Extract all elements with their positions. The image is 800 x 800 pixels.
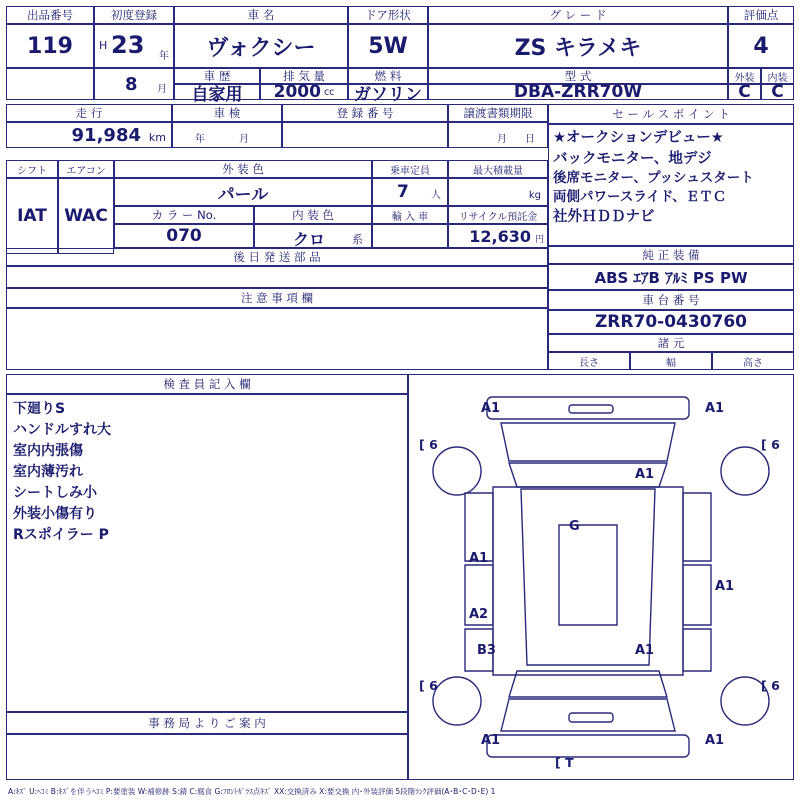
- first-reg-month-unit: 月: [157, 84, 167, 95]
- import-value-cell: [372, 224, 448, 248]
- inspector-line: ハンドルすれ大: [13, 422, 111, 438]
- door-label: ドア形状: [365, 8, 411, 22]
- lot-no-blank-cell: [6, 68, 94, 100]
- ext-color-value-cell: [114, 178, 372, 206]
- dims-width-label: 幅: [666, 357, 676, 369]
- first-reg-year-cell: [94, 24, 174, 68]
- shaken-value-cell: [172, 122, 282, 148]
- lot-no-value: 119: [27, 33, 73, 59]
- inspector-title: 検 査 員 記 入 欄: [163, 377, 251, 391]
- color-no-value-cell: [114, 224, 254, 248]
- reg-no-label-cell: [282, 104, 448, 122]
- first-reg-month-cell: [94, 68, 174, 100]
- int-color-value-cell: [254, 224, 372, 248]
- load-label-cell: [448, 160, 548, 178]
- diagram-mark-left-door-rear: A2: [469, 607, 489, 622]
- equipment-title: 純 正 装 備: [642, 248, 700, 262]
- fuel-value-cell: [348, 84, 428, 105]
- shaken-label: 車 検: [213, 106, 241, 120]
- sales-point-line: 両側パワースライド、ＥＴＣ: [553, 189, 727, 206]
- exterior-value-cell: [728, 84, 761, 100]
- score-label-cell: [728, 6, 794, 24]
- sales-point-body: [548, 124, 794, 246]
- chassis-title: 車 台 番 号: [642, 293, 700, 307]
- shift-label: シフト: [17, 165, 47, 177]
- sales-point-title: セ ー ル ス ポ イ ン ト: [612, 107, 730, 121]
- interior-value: C: [771, 82, 784, 102]
- diagram-mark-front-right-panel: A1: [705, 401, 725, 416]
- mileage-label-cell: [6, 104, 172, 122]
- recycle-label-cell: [448, 206, 548, 224]
- first-reg-era: H: [99, 39, 108, 52]
- diagram-mark-front-left-panel: A1: [481, 401, 501, 416]
- seats-value: 7: [397, 182, 409, 202]
- chassis-header: [548, 290, 794, 310]
- car-name-value-cell: [174, 24, 348, 68]
- first-reg-label-cell: [94, 6, 174, 24]
- recycle-value: 12,630: [469, 227, 531, 246]
- mileage-unit: km: [148, 131, 166, 144]
- transfer-label: 譲渡書類期限: [463, 106, 533, 120]
- diagram-mark-roof-center: G: [569, 519, 580, 534]
- diagram-mark-trunk: [ T: [555, 755, 574, 770]
- later-parts-value-cell: [6, 266, 548, 288]
- exterior-label: 外装: [734, 72, 755, 84]
- interior-label: 内装: [767, 72, 788, 84]
- fuel-value: ガソリン: [354, 84, 422, 105]
- door-label-cell: [348, 6, 428, 24]
- transfer-day-unit: 日: [525, 134, 535, 145]
- shaken-month-unit: 月: [239, 134, 249, 145]
- inspector-body: [6, 394, 408, 712]
- int-color-value: クロ: [293, 230, 326, 249]
- fuel-label: 燃 料: [374, 69, 402, 83]
- displacement-value-cell: [260, 84, 348, 100]
- ext-color-label: 外 装 色: [222, 162, 264, 176]
- color-no-label: カ ラ ー No.: [151, 208, 217, 222]
- seats-unit: 人: [431, 190, 441, 201]
- reg-no-value-cell: [282, 122, 448, 148]
- sales-point-line: バックモニター、地デジ: [553, 150, 712, 167]
- diagram-mark-rear-right-bumper: A1: [705, 733, 725, 748]
- inspector-line: 外装小傷有り: [13, 506, 97, 522]
- grade-label: グ レ ー ド: [549, 8, 607, 22]
- ac-value: WAC: [64, 206, 108, 226]
- diagram-mark-hood-right: A1: [635, 467, 655, 482]
- grade-value: ZS キラメキ: [514, 35, 642, 61]
- displacement-label: 排 気 量: [283, 69, 325, 83]
- ext-color-label-cell: [114, 160, 372, 178]
- seats-value-cell: [372, 178, 448, 206]
- car-name-label-cell: [174, 6, 348, 24]
- recycle-value-cell: [448, 224, 548, 248]
- car-name-value: ヴォクシー: [206, 35, 316, 61]
- car-outline-svg: [409, 375, 793, 779]
- score-value-cell: [728, 24, 794, 68]
- model-code-value: DBA-ZRR70W: [513, 82, 643, 102]
- score-label: 評価点: [743, 8, 779, 22]
- shift-value-cell: [6, 178, 58, 254]
- model-code-value-cell: [428, 84, 728, 100]
- int-color-suffix: 系: [352, 233, 363, 246]
- inspector-line: Rスポイラー P: [13, 527, 109, 543]
- later-parts-label: 後 日 発 送 部 品: [233, 250, 321, 264]
- inspector-line: 下廻りS: [13, 401, 66, 417]
- diagram-mark-left-door-front: A1: [469, 551, 489, 566]
- inspector-line: 室内薄汚れ: [13, 464, 83, 480]
- shaken-label-cell: [172, 104, 282, 122]
- score-value: 4: [753, 33, 769, 59]
- ext-color-value: パール: [217, 184, 269, 205]
- sales-point-line: 後席モニター、プッシュスタート: [553, 170, 754, 187]
- car-diagram-panel: [408, 374, 794, 780]
- equipment-header: [548, 246, 794, 264]
- office-body: [6, 734, 408, 780]
- sales-point-line: 社外ＨＤＤナビ: [553, 209, 655, 226]
- load-unit: kg: [528, 190, 541, 201]
- legend-text: A:ｷｽﾞ U:ﾍｺﾐ B:ｷｽﾞを伴うﾍｺﾐ P:要塗装 W:補修跡 S:錆 C:腐食 G:ﾌﾛﾝﾄｶﾞﾗｽ点ｷｽﾞ XX:交換済み X:要交換 内･外装評価 5段階ﾗﾝｸ評価(A･B･C･D･E) 1: [8, 787, 496, 796]
- diagram-mark-right-front-tire: [ 6: [761, 437, 780, 452]
- diagram-mark-rear-left-bumper: A1: [481, 733, 501, 748]
- first-reg-month: 8: [125, 74, 138, 95]
- dims-length-label: 長さ: [579, 357, 599, 369]
- transfer-label-cell: [448, 104, 548, 122]
- load-value-cell: [448, 178, 548, 206]
- notes-label: 注 意 事 項 欄: [240, 291, 314, 305]
- transfer-value-cell: [448, 122, 548, 148]
- car-name-label: 車 名: [247, 8, 275, 22]
- grade-value-cell: [428, 24, 728, 68]
- shift-value: IAT: [17, 206, 47, 226]
- model-code-label: 型 式: [564, 69, 592, 83]
- lot-no-label: 出品番号: [27, 8, 73, 22]
- color-no-label-cell: [114, 206, 254, 224]
- chassis-value: ZRR70-0430760: [594, 312, 748, 332]
- seats-label-cell: [372, 160, 448, 178]
- chassis-value-cell: [548, 310, 794, 334]
- mileage-value: 91,984: [71, 125, 141, 146]
- ac-label-cell: [58, 160, 114, 178]
- displacement-value: 2000: [273, 82, 321, 102]
- interior-value-cell: [761, 84, 794, 100]
- office-header: [6, 712, 408, 734]
- first-reg-year-unit: 年: [159, 51, 169, 62]
- import-label-cell: [372, 206, 448, 224]
- grade-label-cell: [428, 6, 728, 24]
- office-title: 事 務 局 よ り ご 案 内: [148, 716, 266, 730]
- lot-no-value-cell: [6, 24, 94, 68]
- equipment-body: [548, 264, 794, 290]
- int-color-label: 内 装 色: [292, 208, 334, 222]
- shift-label-cell: [6, 160, 58, 178]
- history-value-cell: [174, 84, 260, 105]
- mileage-value-cell: [6, 122, 172, 148]
- recycle-label: リサイクル預託金: [458, 211, 538, 223]
- dims-height-cell: [712, 352, 794, 370]
- equipment-items: ABS ｴｱB ｱﾙﾐ PS PW: [594, 268, 748, 287]
- mileage-label: 走 行: [75, 106, 103, 120]
- load-label: 最大積載量: [473, 165, 523, 177]
- seats-label: 乗車定員: [390, 165, 430, 177]
- dims-width-cell: [630, 352, 712, 370]
- import-label: 輸 入 車: [391, 211, 429, 223]
- diagram-mark-right-rear-tire: [ 6: [761, 678, 780, 693]
- dims-height-label: 高さ: [743, 357, 763, 369]
- notes-label-cell: [6, 288, 548, 308]
- exterior-value: C: [738, 82, 751, 102]
- ac-value-cell: [58, 178, 114, 254]
- shaken-year-unit: 年: [195, 134, 205, 145]
- color-no-value: 070: [166, 226, 202, 246]
- history-value: 自家用: [191, 84, 243, 105]
- ac-label: エアコン: [66, 165, 106, 177]
- int-color-label-cell: [254, 206, 372, 224]
- dims-title: 諸 元: [657, 336, 685, 350]
- inspector-line: 室内内張傷: [13, 443, 83, 459]
- inspector-line: シートしみ小: [13, 485, 97, 501]
- first-reg-year: 23: [111, 31, 145, 59]
- inspector-header: [6, 374, 408, 394]
- first-reg-label: 初度登録: [111, 8, 157, 22]
- diagram-mark-left-front-tire: [ 6: [419, 437, 438, 452]
- transfer-month-unit: 月: [497, 134, 507, 145]
- sales-point-header: [548, 104, 794, 124]
- door-value: 5W: [368, 33, 408, 59]
- displacement-unit: cc: [323, 86, 335, 98]
- later-parts-label-cell: [6, 248, 548, 266]
- recycle-unit: 円: [534, 235, 544, 245]
- diagram-mark-left-rocker: B3: [477, 643, 496, 658]
- door-value-cell: [348, 24, 428, 68]
- diagram-mark-rear-right-panel: A1: [635, 643, 655, 658]
- notes-value-cell: [6, 308, 548, 370]
- reg-no-label: 登 録 番 号: [336, 106, 394, 120]
- lot-no-label-cell: [6, 6, 94, 24]
- dims-length-cell: [548, 352, 630, 370]
- sales-point-line: ★オークションデビュー★: [553, 130, 724, 146]
- diagram-mark-left-rear-tire: [ 6: [419, 678, 438, 693]
- diagram-mark-right-door-rear: A1: [715, 579, 735, 594]
- dims-header: [548, 334, 794, 352]
- history-label: 車 歴: [203, 69, 231, 83]
